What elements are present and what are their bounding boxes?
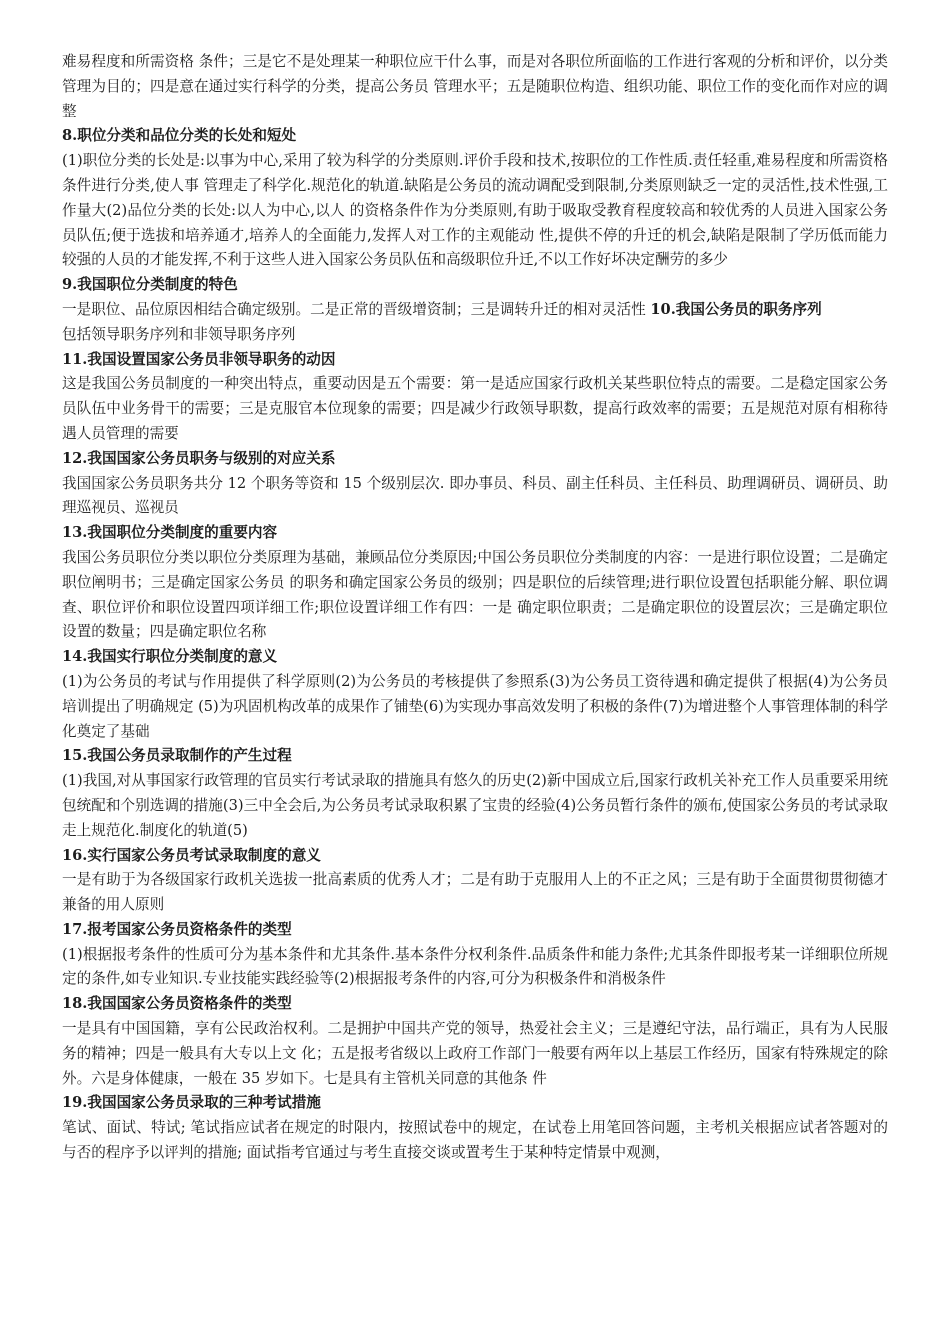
section-heading-12: 12.我国国家公务员职务与级别的对应关系: [62, 449, 336, 467]
section-body-14: (1)为公务员的考试与作用提供了科学原则(2)为公务员的考核提供了参照系(3)为公务员工资待遇和确定提供了根据(4)为公务员培训提出了明确规定 (5)为巩固机构改革的成果作了铺垫(6)为实现办事高效发明了积极的条件(7)为增进整个人事管理体制的科学化奠定了基础: [62, 672, 888, 740]
section-heading-18: 18.我国国家公务员资格条件的类型: [62, 995, 292, 1013]
section-body-9-text: 一是职位、品位原因相结合确定级别。二是正常的晋级增资制；三是调转升迁的相对灵活性: [62, 300, 651, 318]
section-heading-13: 13.我国职位分类制度的重要内容: [62, 524, 278, 542]
section-heading-14: 14.我国实行职位分类制度的意义: [62, 648, 278, 666]
intro-paragraph: 难易程度和所需资格 条件；三是它不是处理某一种职位应干什么事，而是对各职位所面临的工作进行客观的分析和评价，以分类管理为目的；四是意在通过实行科学的分类，提高公务员 管理水平；五是随职位构造、组织功能、职位工作的变化而作对应的调整: [62, 53, 888, 120]
section-body-15: (1)我国,对从事国家行政管理的官员实行考试录取的措施具有悠久的历史(2)新中国成立后,国家行政机关补充工作人员重要采用统包统配和个别选调的措施(3)三中全会后,为公务员考试录取积累了宝贵的经验(4)公务员暂行条件的颁布,使国家公务员的考试录取走上规范化.制度化的轨道(5): [62, 772, 888, 839]
section-body-17: (1)根据报考条件的性质可分为基本条件和尤其条件.基本条件分权利条件.品质条件和能力条件;尤其条件即报考某一详细职位所规定的条件,如专业知识.专业技能实践经验等(2)根据报考条件的内容,可分为积极条件和消极条件: [62, 945, 888, 988]
section-heading-15: 15.我国公务员录取制作的产生过程: [62, 747, 292, 765]
section-body-19: 笔试、面试、特试; 笔试指应试者在规定的时限内，按照试卷中的规定，在试卷上用笔回答问题，主考机关根据应试者答题对的与否的程序予以评判的措施; 面试指考官通过与考生直接交谈或置考生于某种特定情景中观测，: [62, 1119, 888, 1162]
section-body-11: 这是我国公务员制度的一种突出特点，重要动因是五个需要：第一是适应国家行政机关某些职位特点的需要。二是稳定国家公务员队伍中业务骨干的需要；三是克服官本位现象的需要；四是减少行政领导职数，提高行政效率的需要；五是规范对原有相称待遇人员管理的需要: [62, 375, 888, 442]
section-body-9: [62, 298, 888, 323]
section-heading-10: 10.我国公务员的职务序列: [650, 300, 822, 318]
section-heading-8: 8.职位分类和品位分类的长处和短处: [62, 127, 297, 145]
section-body-8: (1)职位分类的长处是:以事为中心,采用了较为科学的分类原则.评价手段和技术,按职位的工作性质.责任轻重,难易程度和所需资格条件进行分类,使人事 管理走了科学化.规范化的轨道.缺陷是公务员的流动调配受到限制,分类原则缺乏一定的灵活性,技术性强,工作量大(2)品位分类的长处:以人为中心,以人 的资格条件作为分类原则,有助于吸取受教育程度较高和较优秀的人员进入国家公务员队伍;便于选拔和培养通才,培养人的全面能力,发挥人对工作的主观能动 性,提供不停的升迁的机会,缺陷是限制了学历低而能力较强的人员的才能发挥,不利于这些人进入国家公务员队伍和高级职位升迁,不以工作好坏决定酬劳的多少: [62, 152, 888, 269]
section-heading-17: 17.报考国家公务员资格条件的类型: [62, 920, 292, 938]
section-body-10: 包括领导职务序列和非领导职务序列: [62, 325, 296, 343]
section-body-16: 一是有助于为各级国家行政机关选拔一批高素质的优秀人才；二是有助于克服用人上的不正之风；三是有助于全面贯彻贯彻德才兼备的用人原则: [62, 871, 888, 914]
section-body-18: 一是具有中国国籍，享有公民政治权利。二是拥护中国共产党的领导，热爱社会主义；三是遵纪守法，品行端正，具有为人民服务的精神；四是一般具有大专以上文 化；五是报考省级以上政府工作部门一般要有两年以上基层工作经历，国家有特殊规定的除外。六是身体健康，一般在 35 岁如下。七是具有主管机关同意的其他条 件: [62, 1020, 888, 1087]
document-page: [62, 50, 888, 1166]
section-heading-11: 11.我国设置国家公务员非领导职务的动因: [62, 350, 336, 368]
section-heading-9: 9.我国职位分类制度的特色: [62, 276, 238, 294]
section-heading-19: 19.我国国家公务员录取的三种考试措施: [62, 1094, 321, 1112]
section-body-13: 我国公务员职位分类以职位分类原理为基础，兼顾品位分类原因;中国公务员职位分类制度的内容：一是进行职位设置；二是确定职位阐明书；三是确定国家公务员 的职务和确定国家公务员的级别；四是职位的后续管理;进行职位设置包括职能分解、职位调查、职位评价和职位设置四项详细工作;职位设置详细工作有四：一是 确定职位职责；二是确定职位的设置层次；三是确定职位设置的数量；四是确定职位名称: [62, 548, 888, 641]
section-body-12: 我国国家公务员职务共分 12 个职务等资和 15 个级别层次. 即办事员、科员、副主任科员、主任科员、助理调研员、调研员、助理巡视员、巡视员: [62, 474, 888, 517]
section-heading-16: 16.实行国家公务员考试录取制度的意义: [62, 846, 321, 864]
